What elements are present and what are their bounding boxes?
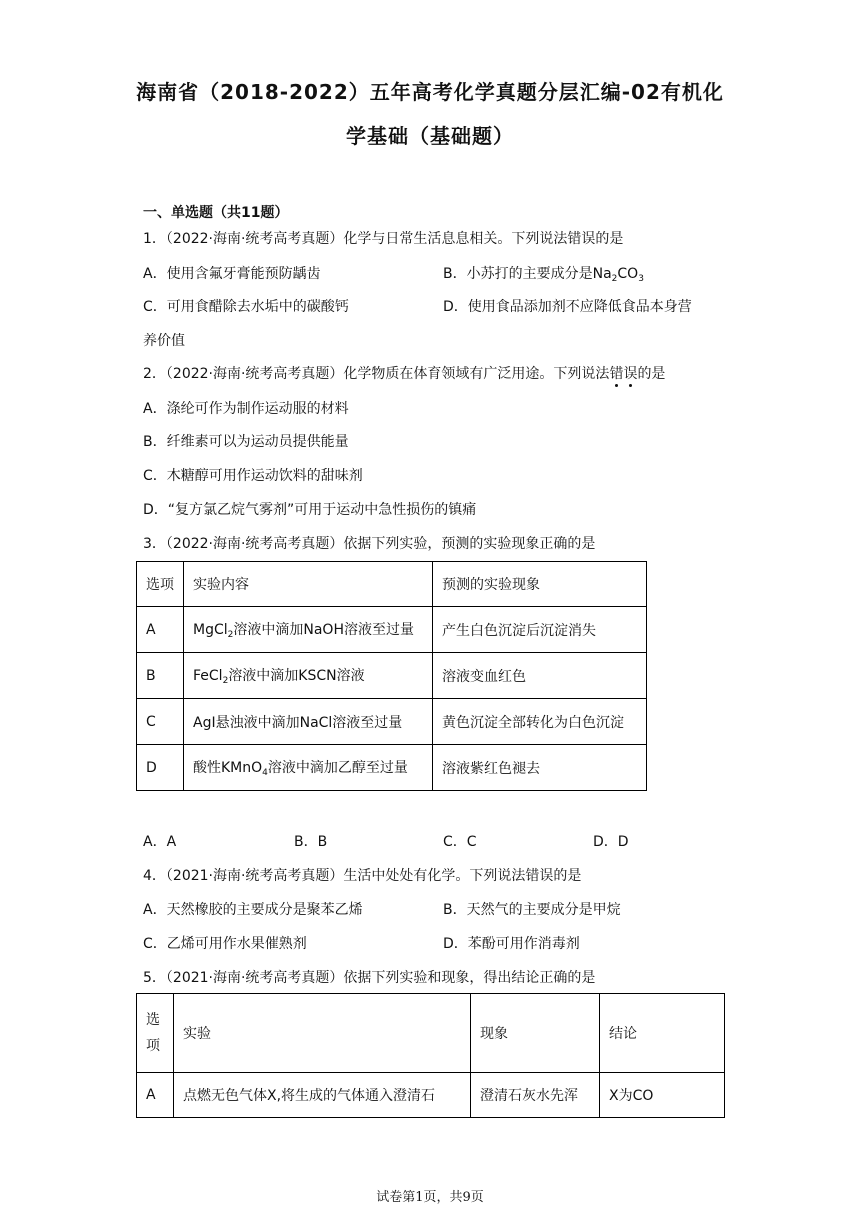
- q3-row-option: D: [137, 745, 184, 791]
- q3-header-content: 实验内容: [184, 562, 433, 607]
- q4-option-a: A．天然橡胶的主要成分是聚苯乙烯: [143, 902, 363, 918]
- q3-row-content: 酸性KMnO$_4$溶液中滴加乙醇至过量: [184, 745, 433, 791]
- q3-row-result: 溶液紫红色褪去: [433, 745, 647, 791]
- q1-option-a: A．使用含氟牙膏能预防龋齿: [143, 266, 321, 282]
- table-row: [137, 1073, 725, 1118]
- q5-row-option: A: [137, 1073, 174, 1118]
- q3-row-content: MgCl$_2$溶液中滴加NaOH溶液至过量: [184, 607, 433, 653]
- q3-row-content: AgI悬浊液中滴加NaCl溶液至过量: [184, 699, 433, 745]
- q3-stem: 3．（2022·海南·统考高考真题）依据下列实验，预测的实验现象正确的是: [143, 536, 596, 552]
- q4-stem: 4．（2021·海南·统考高考真题）生活中处处有化学。下列说法错误的是: [143, 868, 582, 884]
- doc-title-line2: 学基础（基础题）: [346, 124, 514, 148]
- q2-stem: 2．（2022·海南·统考高考真题）化学物质在体育领域有广泛用途。下列说法错误的是: [143, 366, 666, 382]
- q1-stem: 1．（2022·海南·统考高考真题）化学与日常生活息息相关。下列说法错误的是: [143, 231, 624, 247]
- q3-header-option: 选项: [137, 562, 184, 607]
- q5-header-option: 选 项: [137, 994, 174, 1073]
- q1-option-c: C．可用食醋除去水垢中的碳酸钙: [143, 299, 349, 315]
- q3-row-option: C: [137, 699, 184, 745]
- q3-row-option: A: [137, 607, 184, 653]
- q1-option-b: B．小苏打的主要成分是$Na_2CO_3$: [443, 266, 644, 284]
- q2-option-c: C．木糖醇可用作运动饮料的甜味剂: [143, 468, 363, 484]
- table-row: [137, 607, 647, 653]
- q4-option-c: C．乙烯可用作水果催熟剂: [143, 936, 307, 952]
- q3-row-content: FeCl$_2$溶液中滴加KSCN溶液: [184, 653, 433, 699]
- table-row: [137, 745, 647, 791]
- doc-title-line1: 海南省（2018-2022）五年高考化学真题分层汇编-02有机化: [136, 80, 724, 104]
- q1-option-d: D．使用食品添加剂不应降低食品本身营: [443, 299, 692, 315]
- q3-row-option: B: [137, 653, 184, 699]
- q2-option-d: D．“复方氯乙烷气雾剂”可用于运动中急性损伤的镇痛: [143, 502, 477, 518]
- q1-option-d-continued: 养价值: [143, 333, 185, 349]
- q5-table: [136, 993, 725, 1118]
- section-heading: 一、单选题（共11题）: [143, 205, 289, 221]
- q3-row-result: 溶液变血红色: [433, 653, 647, 699]
- q5-row-phenomenon: 澄清石灰水先浑: [471, 1073, 600, 1118]
- q3-choice-b: B．B: [294, 834, 328, 850]
- q5-header-phenomenon: 现象: [471, 994, 600, 1073]
- q3-table: [136, 561, 647, 791]
- q5-row-experiment: 点燃无色气体X,将生成的气体通入澄清石: [174, 1073, 471, 1118]
- q3-header-phenomenon: 预测的实验现象: [433, 562, 647, 607]
- table-row: [137, 699, 647, 745]
- q3-row-result: 产生白色沉淀后沉淀消失: [433, 607, 647, 653]
- q4-option-b: B．天然气的主要成分是甲烷: [443, 902, 621, 918]
- q5-row-conclusion: X为CO: [600, 1073, 725, 1118]
- q3-choice-c: C．C: [443, 834, 477, 850]
- q4-option-d: D．苯酚可用作消毒剂: [443, 936, 580, 952]
- q5-header-experiment: 实验: [174, 994, 471, 1073]
- table-row: [137, 653, 647, 699]
- page-footer: 试卷第1页，共9页: [376, 1190, 484, 1205]
- q3-choice-d: D．D: [593, 834, 629, 850]
- q5-stem: 5．（2021·海南·统考高考真题）依据下列实验和现象，得出结论正确的是: [143, 970, 596, 986]
- q2-option-a: A．涤纶可作为制作运动服的材料: [143, 401, 349, 417]
- q3-choice-a: A．A: [143, 834, 177, 850]
- q5-header-conclusion: 结论: [600, 994, 725, 1073]
- q3-row-result: 黄色沉淀全部转化为白色沉淀: [433, 699, 647, 745]
- q2-option-b: B．纤维素可以为运动员提供能量: [143, 434, 349, 450]
